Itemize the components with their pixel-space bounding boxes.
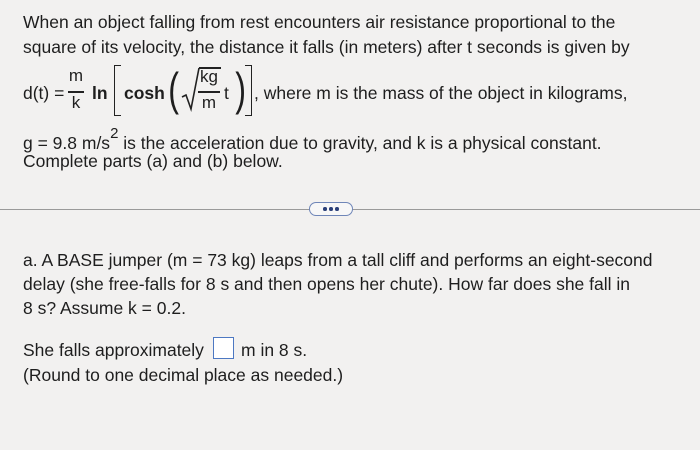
rounding-note: (Round to one decimal place as needed.) <box>23 365 344 385</box>
answer-prefix: She falls approximately <box>23 340 204 360</box>
answer-suffix: m in 8 s. <box>241 340 308 360</box>
gravity-value: g = 9.8 m/s <box>23 132 111 153</box>
ellipsis-dot-icon <box>335 207 339 211</box>
problem-intro-line-2: square of its velocity, the distance it falls (in meters) after t seconds is given by <box>23 37 630 57</box>
problem-intro-line-1: When an object falling from rest encounters air resistance proportional to the <box>23 12 616 32</box>
part-a-line-1: a. A BASE jumper (m = 73 kg) leaps from a tall cliff and performs an eight-second <box>23 250 653 270</box>
problem-intro-line-3: , where m is the mass of the object in kilograms, <box>254 83 628 103</box>
formula-lhs: d(t) = <box>23 83 65 103</box>
right-parenthesis: ) <box>235 63 247 115</box>
cosh-function: cosh <box>124 83 165 103</box>
left-bracket <box>114 65 121 116</box>
gravity-tail: is the acceleration due to gravity, and k is a physical constant. <box>123 132 602 153</box>
part-a-line-3: 8 s? Assume k = 0.2. <box>23 298 186 318</box>
exponent-2: 2 <box>110 125 119 142</box>
problem-intro-line-5: Complete parts (a) and (b) below. <box>23 151 283 171</box>
inner-numerator-kg: kg <box>200 67 218 86</box>
left-parenthesis: ( <box>168 63 180 115</box>
answer-input[interactable] <box>213 337 234 359</box>
part-a-line-2: delay (she free-falls for 8 s and then opens her chute). How far does she fall in <box>23 274 630 294</box>
fraction-denominator-k: k <box>71 93 81 112</box>
expand-more-button[interactable] <box>309 202 353 216</box>
right-bracket <box>245 65 252 116</box>
ln-function: ln <box>92 83 108 103</box>
ellipsis-dot-icon <box>329 207 333 211</box>
ellipsis-dot-icon <box>323 207 327 211</box>
inner-denominator-m: m <box>201 93 217 112</box>
fraction-numerator-m: m <box>68 66 84 85</box>
time-variable: t <box>224 83 229 103</box>
